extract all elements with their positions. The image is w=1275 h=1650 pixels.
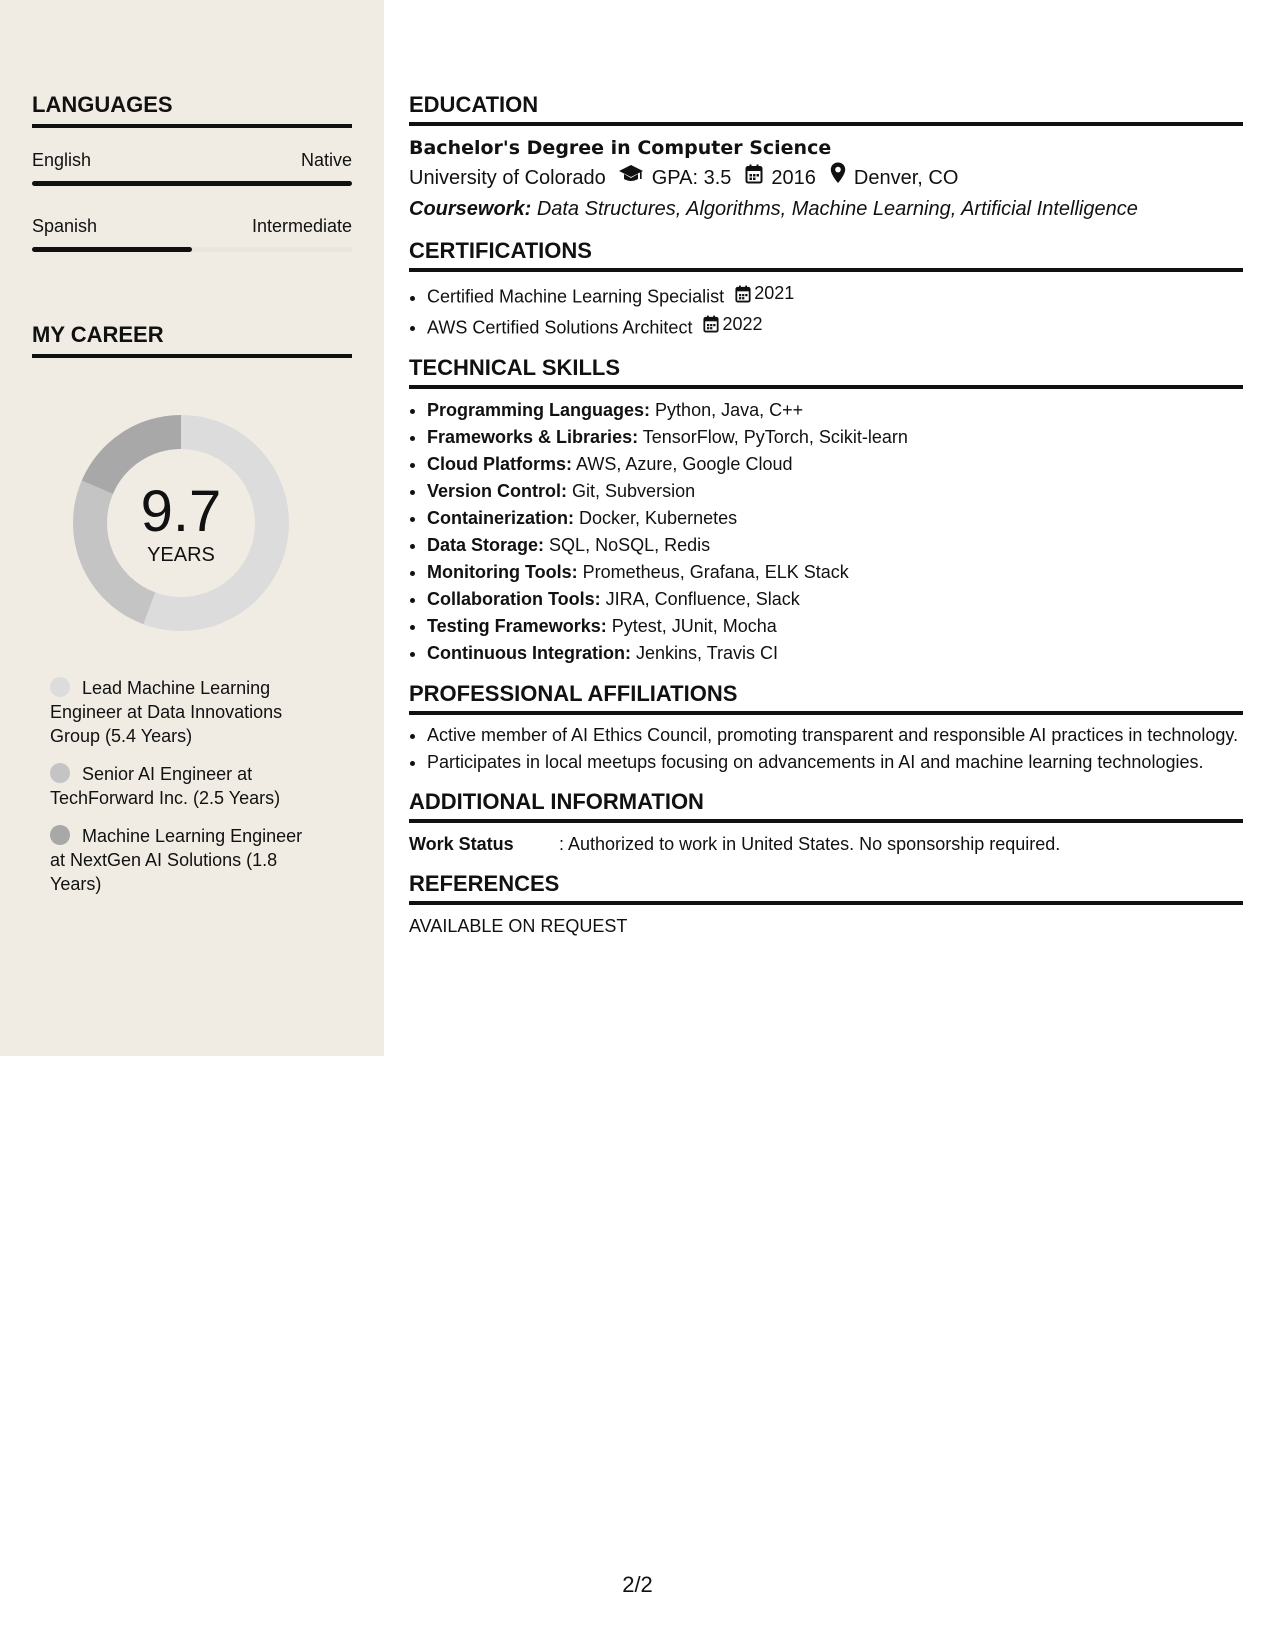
certification-item [427,280,1243,311]
skill-item [427,613,1243,640]
skill-value: SQL, NoSQL, Redis [549,535,711,555]
career-legend-text: Senior AI Engineer at TechForward Inc. (2.5 Years) [50,764,281,808]
location-pin-icon [830,162,846,194]
education-details [409,162,1243,194]
skill-value: Pytest, JUnit, Mocha [611,616,777,636]
certification-year: 2022 [722,313,763,334]
skill-label: Monitoring Tools: [427,562,578,582]
skill-value: TensorFlow, PyTorch, Scikit-learn [642,427,908,447]
skill-item [427,451,1243,478]
work-status-value: : Authorized to work in United States. No sponsorship required. [559,834,1061,854]
language-name: English [32,150,92,170]
sidebar [0,0,384,1056]
skill-item [427,424,1243,451]
language-level: Intermediate [251,216,352,236]
references-section [409,871,1243,939]
work-status-label: Work Status [409,834,514,854]
skill-value: Docker, Kubernetes [579,508,738,528]
certification-name: Certified Machine Learning Specialist [427,286,725,307]
skill-item [427,559,1243,586]
skill-value: Git, Subversion [572,481,696,501]
languages-heading: LANGUAGES [32,92,352,128]
career-legend-item [50,824,320,896]
school-name: University of Colorado [409,167,606,189]
education-location: Denver, CO [853,167,959,189]
certification-item [427,311,1243,342]
skill-label: Containerization: [427,508,574,528]
skill-value: Python, Java, C++ [655,400,804,420]
education-section [409,92,1243,224]
page-number: 2/2 [622,1572,653,1597]
graduation-cap-icon [618,162,644,194]
certifications-section [409,238,1243,341]
career-legend-item [50,762,320,810]
certifications-heading: CERTIFICATIONS [409,238,1243,272]
skill-label: Data Storage: [427,535,545,555]
language-bar [32,181,352,186]
skill-label: Testing Frameworks: [427,616,607,636]
career-donut-chart [66,408,296,638]
certification-year: 2021 [754,283,795,303]
coursework-label: Coursework: [409,198,532,220]
skill-item [427,505,1243,532]
calendar-icon [745,162,763,194]
affiliations-heading: PROFESSIONAL AFFILIATIONS [409,681,1243,715]
skill-value: Jenkins, Travis CI [635,643,779,663]
coursework-list: Data Structures, Algorithms, Machine Learning, Artificial Intelligence [536,198,1138,220]
skill-label: Collaboration Tools: [427,589,601,609]
degree-title: Bachelor's Degree in Computer Science [409,137,832,159]
career-heading: MY CAREER [32,322,352,358]
calendar-icon [735,285,751,303]
skill-item [427,397,1243,424]
legend-dot-icon [50,825,70,845]
skill-label: Cloud Platforms: [427,454,573,474]
affiliations-section [409,681,1243,775]
language-bar-fill [32,181,352,186]
gpa: GPA: 3.5 [651,167,732,189]
calendar-icon [703,315,719,333]
additional-info-heading: ADDITIONAL INFORMATION [409,789,1243,823]
skills-list [409,397,1243,667]
career-legend-item [50,676,320,748]
language-item [32,150,352,186]
certifications-list [409,280,1243,341]
skill-value: AWS, Azure, Google Cloud [576,454,793,474]
legend-dot-icon [50,763,70,783]
language-level: Native [300,150,352,170]
affiliation-item: • Active member of AI Ethics Council, promoting transparent and responsible AI practices in technology. [427,723,1243,748]
language-bar [32,247,352,252]
technical-skills-section [409,355,1243,667]
affiliation-item: • Participates in local meetups focusing on advancements in AI and machine learning technologies. [427,750,1243,775]
work-status-row [409,831,1243,857]
legend-dot-icon [50,677,70,697]
affiliations-list [409,723,1243,775]
skill-value: Prometheus, Grafana, ELK Stack [582,562,849,582]
additional-info-section [409,789,1243,857]
skill-item [427,478,1243,505]
career-legend-text: Machine Learning Engineer at NextGen AI Solutions (1.8 Years) [50,826,303,894]
references-text: AVAILABLE ON REQUEST [409,916,628,936]
skill-item [427,532,1243,559]
technical-skills-heading: TECHNICAL SKILLS [409,355,1243,389]
references-heading: REFERENCES [409,871,1243,905]
career-legend-text: Lead Machine Learning Engineer at Data Innovations Group (5.4 Years) [50,678,283,746]
coursework [409,194,1243,224]
skill-label: Programming Languages: [427,400,651,420]
skill-item [427,640,1243,667]
language-name: Spanish [32,216,98,236]
main-content [409,92,1243,953]
career-total-years: 9.7 [140,479,222,544]
certification-name: AWS Certified Solutions Architect [427,317,693,337]
skill-value: JIRA, Confluence, Slack [605,589,800,609]
career-legend [50,676,320,910]
education-heading: EDUCATION [409,92,1243,126]
skill-item [427,586,1243,613]
skill-label: Continuous Integration: [427,643,631,663]
skill-label: Version Control: [427,481,568,501]
skill-label: Frameworks & Libraries: [427,427,639,447]
career-years-unit: YEARS [147,544,215,566]
language-item [32,216,352,252]
sidebar-content [32,92,352,894]
graduation-year: 2016 [771,167,816,189]
certification-year-group [735,280,794,307]
certification-year-group [703,311,762,338]
language-bar-fill [32,247,192,252]
